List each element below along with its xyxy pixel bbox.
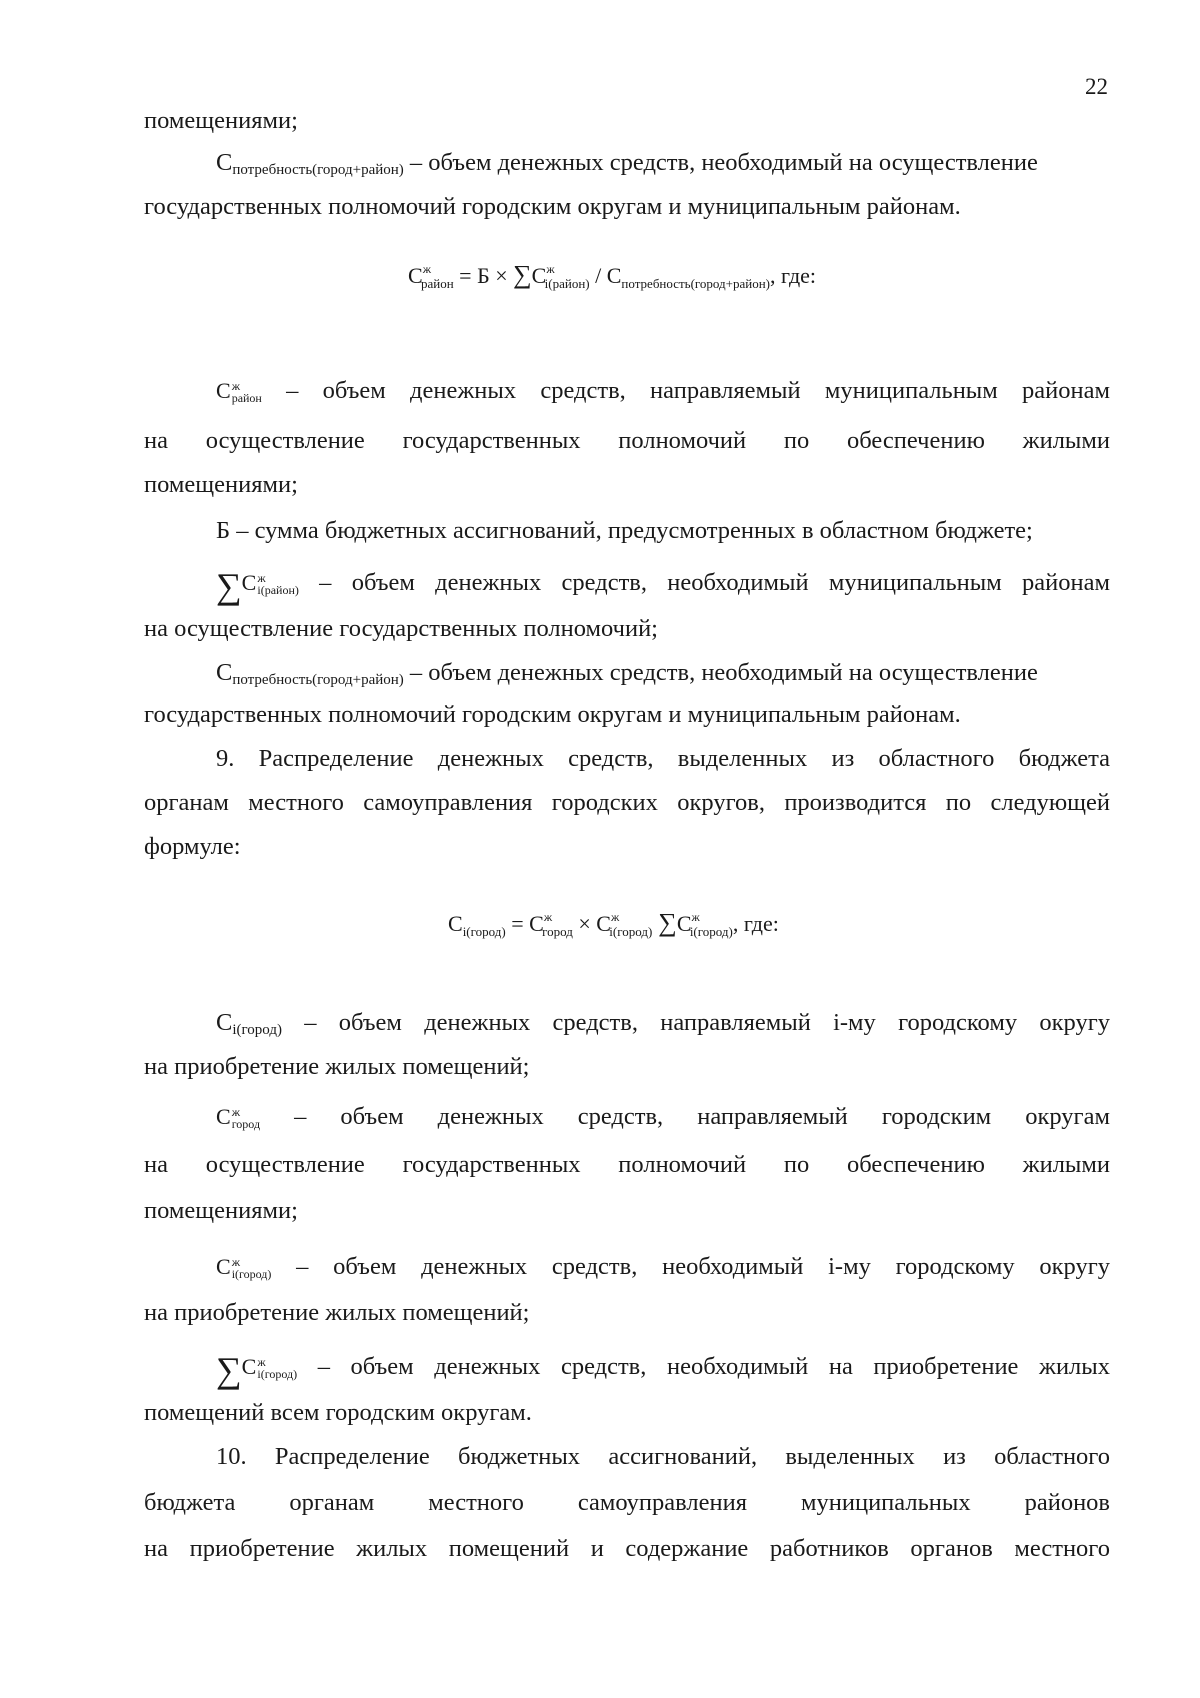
formula-sub: потребность(город+район) (621, 276, 771, 291)
formula-symbol: С (408, 263, 423, 288)
supsub: ж i(район) (257, 571, 299, 598)
text: – объем денежных средств, необходимый муниципальным районам (319, 569, 1111, 596)
text-line: помещениями; (144, 1197, 298, 1224)
text-line: ∑С ж i(район) – объем денежных средств, необходимый муниципальным районам (216, 566, 1111, 606)
text-line (216, 146, 1110, 183)
text-line: Сi(город) – объем денежных средств, направляемый i-му городскому округу (216, 1009, 1110, 1038)
formula-sub: район (420, 276, 454, 291)
text-line: помещениями; (144, 471, 298, 498)
text-line: на осуществление государственных полномочий по обеспечению жилыми (144, 1151, 1110, 1178)
formula-operator: = Б × (453, 263, 514, 288)
text-line: 9. Распределение денежных средств, выделенных из областного бюджета (216, 745, 1110, 772)
supsub: ж район (231, 379, 262, 406)
symbol: С (216, 378, 231, 403)
supsub: ж i(город) (231, 1255, 272, 1282)
supsub: ж i(город) (257, 1355, 298, 1382)
supsub: ж город (231, 1105, 261, 1132)
text-line: С ж город – объем денежных средств, направляемый городским округам (216, 1103, 1110, 1132)
text-line: С ж i(город) – объем денежных средств, необходимый i-му городскому округу (216, 1253, 1111, 1282)
formula-tail: , где: (770, 263, 817, 288)
symbol: С (216, 149, 233, 176)
text-line: 10. Распределение бюджетных ассигнований, выделенных из областного (216, 1443, 1110, 1470)
subscript: потребность(город+район) (232, 162, 404, 178)
formula-sub: i(район) (544, 276, 590, 291)
formula-sup: ж (546, 262, 555, 276)
text-line: помещениями; (144, 107, 298, 134)
formula-2: $С_{i(город)} = С^ж_{город} \times С^ж_{i(город)}$ $\sum С^ж_{i(город)}$, где: (448, 908, 779, 939)
text: – объем денежных средств, направляемый муниципальным районам (286, 377, 1110, 404)
text-line: на осуществление государственных полномочий; (144, 615, 658, 642)
text: – объем денежных средств, необходимый на осуществление (403, 149, 1038, 176)
text-line: Б – сумма бюджетных ассигнований, предусмотренных в областном бюджете; (216, 517, 1033, 544)
formula-1 (408, 258, 816, 296)
formula-sup: ж (422, 262, 431, 276)
text-line: Спотребность(город+район) – объем денежных средств, необходимый на осуществление (216, 659, 1038, 688)
text-line: органам местного самоуправления городских округов, производится по следующей (144, 789, 1110, 816)
text-line (216, 374, 1110, 408)
text-line: помещений всем городским округам. (144, 1399, 532, 1426)
text-line: ∑С ж i(город) – объем денежных средств, необходимый на приобретение жилых (216, 1350, 1110, 1390)
page-number: 22 (1085, 74, 1108, 99)
text-line: на приобретение жилых помещений; (144, 1299, 530, 1326)
text-line: государственных полномочий городским округам и муниципальным районам. (144, 701, 961, 728)
text-line: бюджета органам местного самоуправления муниципальных районов (144, 1489, 1110, 1516)
sigma-symbol: ∑ (513, 260, 532, 289)
sigma-symbol: ∑ (216, 566, 242, 606)
text-line: на приобретение жилых помещений; (144, 1053, 530, 1080)
text-line: на приобретение жилых помещений и содержание работников органов местного (144, 1535, 1110, 1562)
formula-operator: / С (589, 263, 622, 288)
text-line: на осуществление государственных полномочий по обеспечению жилыми (144, 427, 1110, 454)
text-line: государственных полномочий городским округам и муниципальным районам. (144, 193, 961, 220)
text-line: формуле: (144, 833, 241, 860)
formula-symbol: С (531, 263, 547, 288)
